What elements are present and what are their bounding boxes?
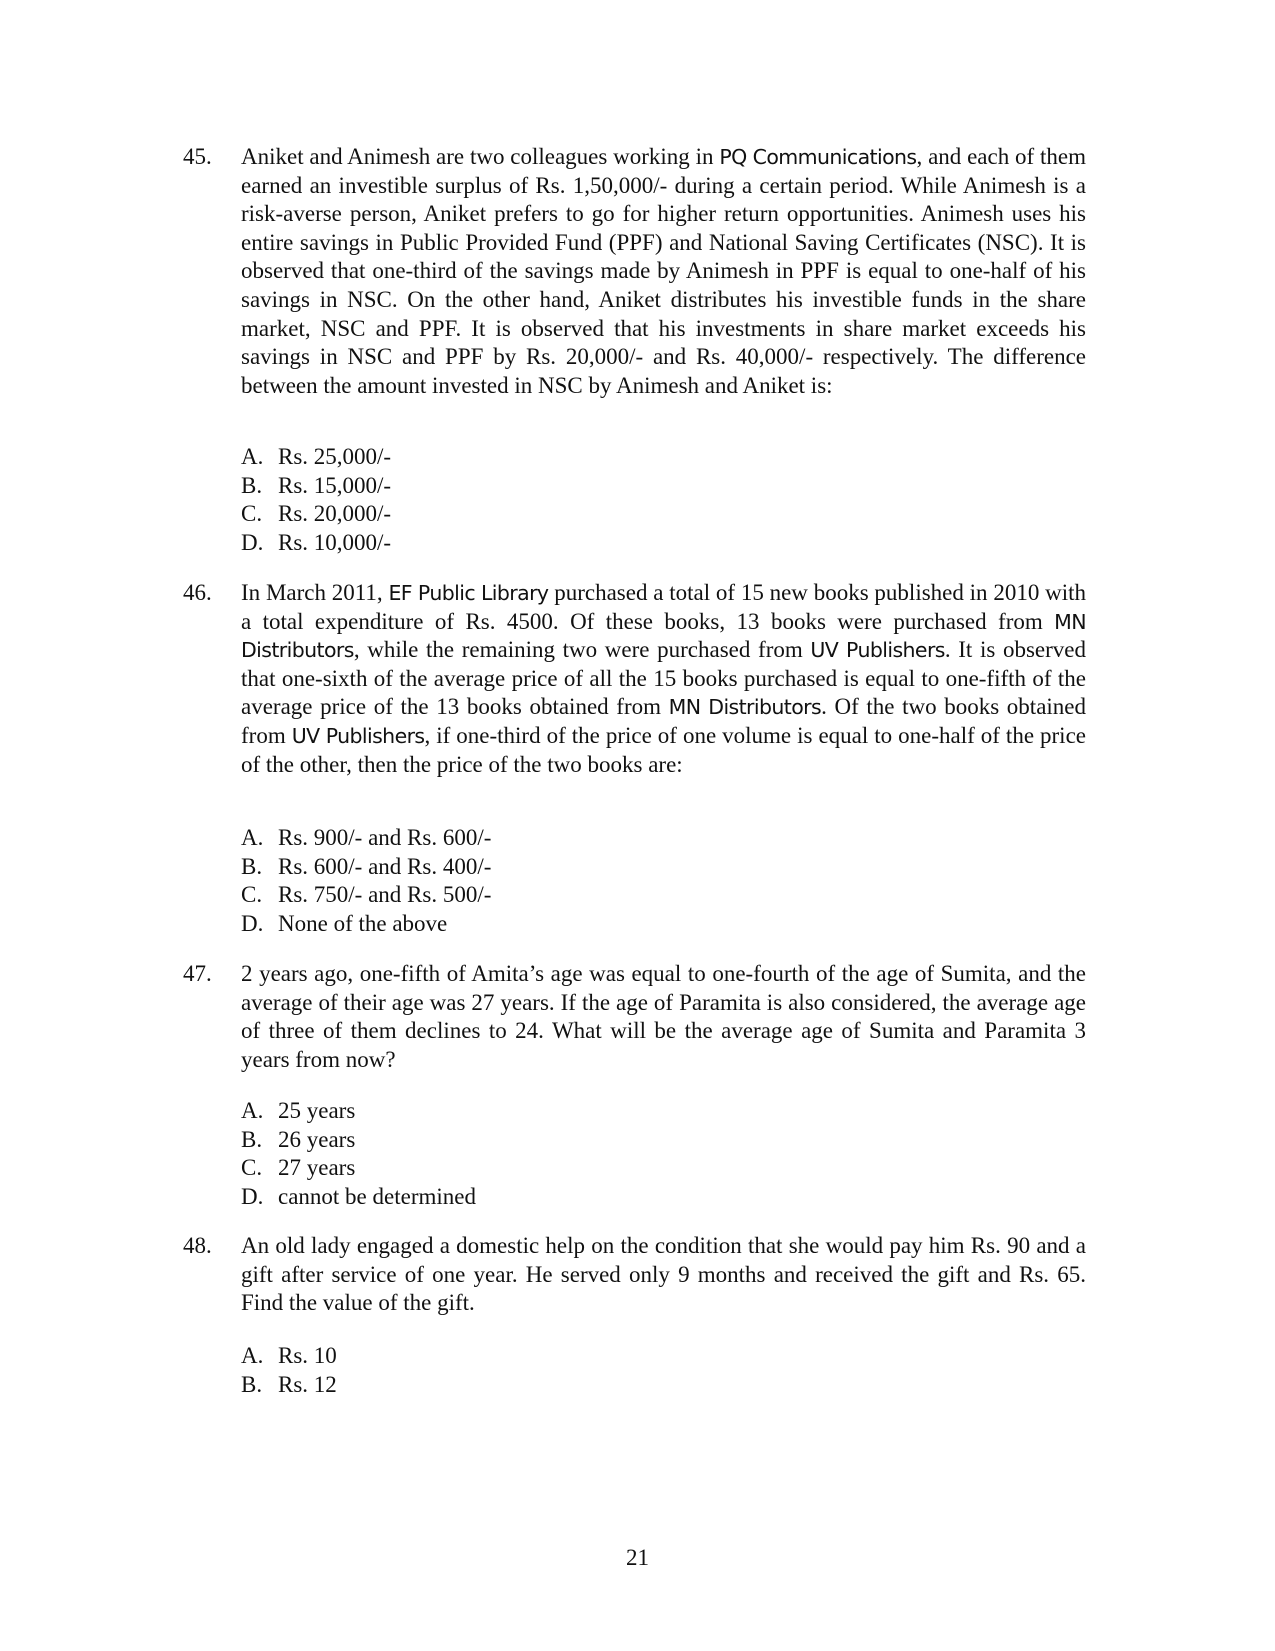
question-text-segment: , if one-third of the price of one volume is equal to one-half of the price of the other, then the price of the two books are: (241, 722, 1086, 777)
distributor-name: MN Distributors (241, 609, 1086, 663)
option-d: D. None of the above (241, 910, 448, 936)
question-text-segment: . Of the two books obtained from (241, 694, 1087, 748)
question-number: 48. (183, 1233, 212, 1258)
question-number: 45. (183, 144, 212, 169)
option-c: C. 27 years (241, 1155, 356, 1181)
options-list (241, 443, 391, 557)
question-text-segment: Aniket and Animesh are two colleagues working in (241, 144, 720, 169)
option-a: A. 25 years (241, 1098, 356, 1123)
option-b: B. 26 years (241, 1126, 356, 1152)
publisher-name: UV Publishers (810, 638, 945, 663)
option-c: C. Rs. 750/- and Rs. 500/- (241, 882, 492, 908)
question-text-segment: , and each of them earned an investible surplus of Rs. 1,50,000/- during a certain period. While Animesh is a risk-averse person, Aniket prefers to go for higher return opportunities. Animesh uses his entire savings in Public Provided Fund (PPF) and National Saving Certificates (NSC). It is observed that one-third of the savings made by Animesh in PPF is equal to one-half of his savings in NSC. On the other hand, Aniket distributes his investible funds in the share market, NSC and PPF. It is observed that his investments in share market exceeds his savings in NSC and PPF by Rs. 20,000/- and Rs. 40,000/- respectively. The difference between the amount invested in NSC by Animesh and Aniket is: (241, 144, 1087, 398)
library-name: EF Public Library (388, 581, 549, 605)
publisher-name: UV Publishers (291, 723, 425, 748)
company-name: PQ Communications (719, 145, 917, 169)
option-d: D. cannot be determined (241, 1183, 476, 1209)
option-b: B. Rs. 15,000/- (241, 472, 392, 498)
option-c: C. Rs. 20,000/- (241, 501, 392, 527)
question-number: 47. (183, 961, 212, 986)
distributor-name: MN Distributors (668, 695, 822, 720)
options-list (241, 824, 491, 938)
option-a: A. Rs. 10 (241, 1343, 337, 1368)
option-a: A. Rs. 900/- and Rs. 600/- (241, 825, 492, 850)
option-b: B. Rs. 12 (241, 1371, 337, 1397)
question-text-segment: , while the remaining two were purchased from (353, 637, 811, 663)
options-list (241, 1097, 476, 1211)
question-text: 2 years ago, one-fifth of Amita’s age was equal to one-fourth of the age of Sumita, and the average of their age was 27 years. If the age of Paramita is also considered, the average age of three of them declines to 24. What will be the average age of Sumita and Paramita 3 years from now? (241, 961, 1086, 1072)
page-number: 21 (626, 1545, 649, 1570)
option-b: B. Rs. 600/- and Rs. 400/- (241, 853, 492, 879)
option-a: A. Rs. 25,000/- (241, 444, 392, 469)
question-number: 46. (183, 580, 212, 605)
option-d: D. Rs. 10,000/- (241, 529, 392, 555)
question-text: An old lady engaged a domestic help on the condition that she would pay him Rs. 90 and a gift after service of one year. He served only 9 months and received the gift and Rs. 65. Find the value of the gift. (241, 1233, 1086, 1316)
question-text-segment: purchased a total of 15 new books published in 2010 with a total expenditure of Rs. 4500. Of these books, 13 books were purchased from (241, 580, 1086, 634)
question-text (241, 579, 1086, 779)
options-list (241, 1342, 337, 1399)
question-text (241, 143, 1086, 400)
question-text-segment: . It is observed that one-sixth of the average price of all the 15 books purchased is equal to one-fifth of the average price of the 13 books obtained from (241, 637, 1086, 720)
question-text-segment: In March 2011, (241, 580, 389, 605)
